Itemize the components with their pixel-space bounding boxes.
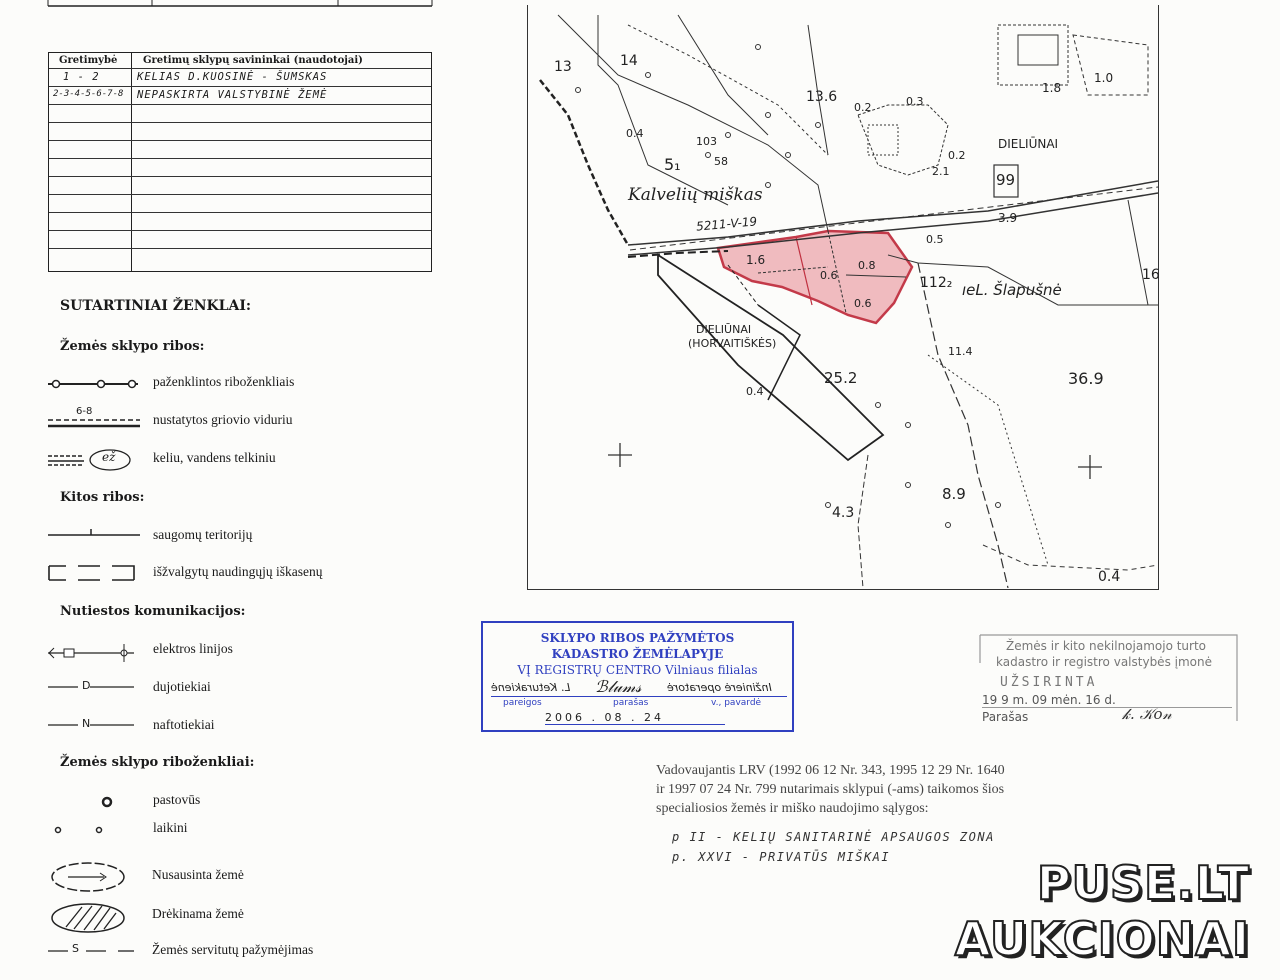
- ditch-boundary-symbol: [46, 416, 142, 430]
- operator-name: L. Keturakienė: [491, 681, 571, 694]
- stamp-line-1: SKLYPO RIBOS PAŽYMĖTOS: [540, 631, 735, 645]
- map-label: 112₂: [920, 275, 953, 291]
- forest-name: Kalvelių miškas: [628, 185, 763, 205]
- map-label: 99: [996, 171, 1016, 189]
- parcel-label: 0.8: [858, 259, 876, 272]
- map-label: 3.9: [998, 211, 1018, 225]
- legend-marked: paženklintos riboženkliais: [153, 374, 295, 389]
- legend-easement: Žemės servitutų pažymėjimas: [152, 942, 314, 957]
- gas-line-symbol: [46, 680, 138, 694]
- map-label: 13.6: [806, 89, 838, 105]
- map-label: 0.4: [626, 127, 644, 140]
- map-label: 58: [714, 155, 728, 168]
- stamp-date: 2006 . 08 . 24: [545, 711, 725, 725]
- parcel-label: 0.6: [854, 297, 872, 310]
- excavation-boundary-symbol: [46, 562, 138, 584]
- village-name: DIELIŪNAI: [998, 137, 1059, 151]
- map-label: 5₁: [664, 155, 681, 174]
- table-row-ids: 2-3-4-5-6-7-8: [53, 89, 124, 99]
- note-line-3: specialiosios žemės ir miško naudojimo sąlygos:: [656, 801, 929, 816]
- legend-irrigated: Drėkinama žemė: [152, 906, 244, 921]
- registry-line-3: UŽSIRINTA: [1000, 675, 1098, 690]
- header-owners: Gretimų sklypų savininkai (naudotojai): [143, 55, 363, 66]
- map-label: 0.4: [746, 385, 764, 398]
- oil-code: N: [82, 717, 91, 730]
- caption-name: v., pavardė: [711, 698, 762, 708]
- caption-position: pareigos: [503, 698, 542, 708]
- registry-stamp: [972, 633, 1240, 725]
- legend-title: SUTARTINIAI ŽENKLAI:: [60, 298, 252, 314]
- road-boundary-symbol: [46, 448, 136, 472]
- map-label: 11.4: [948, 345, 973, 358]
- note-line-1: Vadovaujantis LRV (1992 06 12 Nr. 343, 1995 12 29 Nr. 1640: [656, 763, 1005, 778]
- map-label: 13: [554, 59, 572, 75]
- legend-section-other: Kitos ribos:: [60, 490, 145, 505]
- road-code: 5211-V-19: [695, 214, 758, 234]
- legend-oil: naftotiekiai: [153, 717, 215, 732]
- legend-power: elektros linijos: [153, 641, 233, 656]
- stamp-line-3: VĮ REGISTRŲ CENTRO Vilniaus filialas: [517, 663, 758, 677]
- protected-boundary-symbol: [46, 528, 142, 542]
- gas-code: D: [82, 679, 91, 692]
- village-name-alt: (HORVAITIŠKĖS): [688, 337, 777, 350]
- legend-drained: Nusausinta žemė: [152, 867, 244, 882]
- temporary-marker-icon: [52, 824, 112, 836]
- parcel-label: 1.6: [746, 253, 766, 267]
- oil-line-symbol: [46, 718, 138, 732]
- easement-code: S: [72, 942, 79, 955]
- legend-protected: saugomų teritorijų: [153, 527, 253, 542]
- table-row-owner: NEPASKIRTA VALSTYBINĖ ŽEMĖ: [137, 89, 328, 101]
- stamp-line-2: KADASTRO ŽEMĖLAPYJE: [551, 647, 724, 661]
- map-linework: [528, 5, 1158, 588]
- legend-section-boundaries: Žemės sklypo ribos:: [60, 339, 205, 354]
- legend-gas: dujotiekiai: [153, 679, 211, 694]
- map-label: 0.3: [906, 95, 924, 108]
- handwritten-condition-2: p. XXVI - PRIVATŪS MIŠKAI: [672, 850, 891, 864]
- table-row-owner: KELIAS D.KUOSINĖ - ŠUMSKAS: [137, 71, 328, 83]
- watermark-line-1: PUSE.LT: [1036, 856, 1250, 910]
- irrigated-land-symbol: [48, 901, 128, 935]
- map-label: 14: [620, 53, 638, 69]
- legend-ditch: nustatytos griovio viduriu: [153, 412, 293, 427]
- cadastral-map: [527, 5, 1159, 590]
- cadastre-stamp: [481, 621, 794, 732]
- legend-temporary: laikini: [153, 820, 188, 835]
- map-label: 4.3: [832, 505, 855, 521]
- drained-land-symbol: [48, 860, 128, 894]
- power-line-symbol: [46, 642, 138, 664]
- neighbours-table: [48, 52, 432, 272]
- registry-line-1: Žemės ir kito nekilnojamojo turto: [1006, 639, 1207, 653]
- operator-role: Inžinierė operatorė: [667, 681, 772, 694]
- table-row-ids: 1 - 2: [63, 71, 100, 83]
- map-label: 103: [696, 135, 717, 148]
- handwritten-condition-1: p II - KELIŲ SANITARINĖ APSAUGOS ZONA: [672, 830, 995, 844]
- parcel-label: 0.6: [820, 269, 838, 282]
- watermark-line-2: AUKCIONAI: [954, 912, 1250, 966]
- map-label: 36.9: [1068, 369, 1104, 388]
- village-name: DIELIŪNAI: [696, 323, 752, 336]
- caption-signature: parašas: [613, 698, 649, 708]
- registry-date: 19 9 m. 09 mėn. 16 d.: [982, 693, 1232, 708]
- stamp-signature: ℬ𝓁𝓊𝓂𝓈: [595, 677, 642, 696]
- place-name: ıeL. Šlapušnė: [962, 281, 1062, 299]
- road-symbol-label: ež: [102, 450, 116, 464]
- header-neighbour: Gretimybė: [59, 55, 118, 66]
- easement-symbol: [46, 944, 138, 958]
- map-label: 8.9: [942, 485, 966, 503]
- map-label: 25.2: [824, 369, 858, 387]
- registry-sign-label: Parašas: [982, 710, 1029, 724]
- ditch-code: 6-8: [76, 406, 93, 417]
- map-label: 0.4: [1098, 569, 1121, 585]
- marked-boundary-symbol: [46, 376, 142, 392]
- map-label: 0.2: [948, 149, 966, 162]
- map-label: 1.8: [1042, 81, 1062, 95]
- legend-road: keliu, vandens telkiniu: [153, 450, 276, 465]
- legend-permanent: pastovūs: [153, 792, 201, 807]
- map-label: 2.1: [932, 165, 950, 178]
- map-label: 0.2: [854, 101, 872, 114]
- legend-section-markers: Žemės sklypo riboženkliai:: [60, 755, 255, 770]
- map-label: 0.5: [926, 233, 944, 246]
- map-label: 16: [1142, 267, 1160, 283]
- legend-section-utilities: Nutiestos komunikacijos:: [60, 604, 246, 619]
- permanent-marker-icon: [100, 795, 114, 809]
- registry-line-2: kadastro ir registro valstybės įmonė: [996, 655, 1212, 669]
- registry-signature: 𝓀. 𝒦𝑜𝓃: [1122, 705, 1172, 723]
- legend-excavations: išžvalgytų naudingųjų iškasenų: [153, 564, 323, 579]
- map-label: 1.0: [1094, 71, 1114, 85]
- top-table-remnant: [40, 0, 440, 10]
- note-line-2: ir 1997 07 24 Nr. 799 nutarimais sklypui (-ams) taikomos šios: [656, 782, 1005, 797]
